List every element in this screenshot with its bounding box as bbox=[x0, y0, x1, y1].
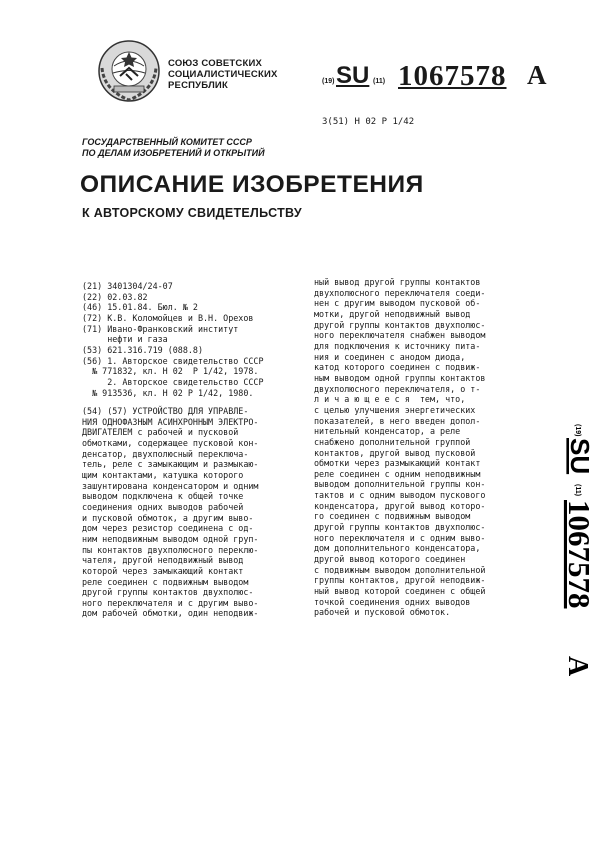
text-line: обмотками, содержащее пусковой кон- bbox=[82, 437, 259, 448]
text-line: соединения одних выводов рабочей bbox=[82, 501, 244, 512]
text-line: (54) (57) УСТРОЙСТВО ДЛЯ УПРАВЛЕ- bbox=[82, 406, 249, 416]
claims-left-column bbox=[82, 406, 258, 619]
biblio-line: (46) 15.01.84. Бюл. № 2 bbox=[82, 302, 198, 313]
text-line: другой группы контактов двухполюс- bbox=[82, 587, 254, 598]
patent-country: SU bbox=[336, 62, 370, 89]
text-line: пы контактов двухполюсного переклю- bbox=[82, 544, 259, 555]
bibliographic-data bbox=[82, 281, 264, 398]
text-line: л и ч а ю щ е е с я тем, что, bbox=[314, 394, 466, 405]
text-line: рабочей и пусковой обмоток. bbox=[314, 607, 451, 618]
text-line: с подвижным выводом дополнительной bbox=[314, 564, 486, 575]
text-line: НИЯ ОДНОФАЗНЫМ АСИНХРОННЫМ ЭЛЕКТРО- bbox=[82, 416, 259, 427]
side-number: 1067578 bbox=[562, 500, 597, 609]
org-line-1: СОЮЗ СОВЕТСКИХ bbox=[168, 58, 263, 69]
biblio-line: (72) К.В. Коломойцев и В.Н. Орехов bbox=[82, 312, 254, 323]
text-line: ным выводом одной группы контактов bbox=[314, 372, 486, 383]
text-line: ния и соединен с анодом диода, bbox=[314, 351, 466, 362]
text-line: ный вывод которой соединен с общей bbox=[314, 586, 486, 597]
side-kind: A bbox=[562, 656, 593, 677]
text-line: группы контактов, другой неподвиж- bbox=[314, 575, 486, 586]
text-line: контактов, другой вывод пусковой bbox=[314, 447, 476, 458]
patent-number-code: (11) bbox=[373, 78, 386, 85]
text-line: другой вывод которого соединен bbox=[314, 554, 466, 565]
org-line-3: РЕСПУБЛИК bbox=[168, 80, 228, 91]
biblio-line: (56) 1. Авторское свидетельство СССР bbox=[82, 355, 264, 366]
text-line: щим контактами, катушка которого bbox=[82, 469, 244, 480]
patent-number: 1067578 bbox=[398, 60, 507, 92]
text-line: двухполюсного переключателя соеди- bbox=[314, 287, 486, 298]
biblio-line: 2. Авторское свидетельство СССР bbox=[82, 376, 264, 387]
state-emblem-icon bbox=[96, 38, 162, 104]
text-line: денсатор, двухполюсный переключа- bbox=[82, 448, 249, 459]
text-line: ДВИГАТЕЛЕМ с рабочей и пусковой bbox=[82, 427, 239, 438]
text-line: выводом подключена к общей точке bbox=[82, 491, 244, 502]
text-line: и пусковой обмоток, а другим выво- bbox=[82, 512, 254, 523]
text-line: снабжено дополнительной группой bbox=[314, 436, 471, 447]
text-line: тактов и с одним выводом пускового bbox=[314, 490, 486, 501]
biblio-line: (22) 02.03.82 bbox=[82, 291, 148, 302]
text-line: выводом дополнительной группы кон- bbox=[314, 479, 486, 490]
text-line: другой группы контактов двухполюс- bbox=[314, 522, 486, 533]
text-line: ного переключателя снабжен выводом bbox=[314, 330, 486, 341]
claims-right-column bbox=[314, 277, 485, 618]
committee-line-1: ГОСУДАРСТВЕННЫЙ КОМИТЕТ СССР bbox=[82, 137, 252, 147]
patent-prefix-code: (19) bbox=[322, 78, 335, 85]
text-line: ного переключателя и с одним выво- bbox=[314, 532, 486, 543]
text-line: мотки, другой неподвижный вывод bbox=[314, 308, 471, 319]
text-line: дом рабочей обмотки, один неподвиж- bbox=[82, 608, 259, 619]
text-line: двухполюсного переключателя, о т- bbox=[314, 383, 481, 394]
side-number-code: (11) bbox=[574, 484, 581, 497]
text-line: катод которого соединен с подвиж- bbox=[314, 362, 481, 373]
text-line: реле соединен с подвижным выводом bbox=[82, 576, 249, 587]
text-line: дом через резистор соединена с од- bbox=[82, 523, 254, 534]
document-title: ОПИСАНИЕ ИЗОБРЕТЕНИЯ bbox=[80, 171, 424, 198]
text-line: реле соединен с одним неподвижным bbox=[314, 468, 481, 479]
text-line: ним неподвижным выводом одной груп- bbox=[82, 533, 259, 544]
text-line: дом дополнительного конденсатора, bbox=[314, 543, 481, 554]
text-line: показателей, в него введен допол- bbox=[314, 415, 481, 426]
text-line: нительный конденсатор, а реле bbox=[314, 426, 461, 437]
text-line: ного переключателя и с другим выво- bbox=[82, 597, 259, 608]
text-line: обмотки через размыкающий контакт bbox=[314, 458, 481, 469]
org-line-2: СОЦИАЛИСТИЧЕСКИХ bbox=[168, 69, 278, 80]
text-line: нен с другим выводом пусковой об- bbox=[314, 298, 481, 309]
side-patent-label bbox=[548, 422, 597, 677]
side-country: SU bbox=[565, 438, 595, 475]
biblio-line: (21) 3401304/24-07 bbox=[82, 281, 173, 291]
text-line: другой группы контактов двухполюс- bbox=[314, 319, 486, 330]
text-line: чателя, другой неподвижный вывод bbox=[82, 555, 244, 566]
side-prefix-code: (19) bbox=[574, 424, 581, 437]
biblio-line: № 771832, кл. Н 02 Р 1/42, 1978. bbox=[82, 366, 259, 377]
biblio-line: нефти и газа bbox=[82, 334, 168, 345]
text-line: которой через замыкающий контакт bbox=[82, 565, 244, 576]
biblio-line: № 913536, кл. Н 02 Р 1/42, 1980. bbox=[82, 387, 254, 398]
document-subtitle: К АВТОРСКОМУ СВИДЕТЕЛЬСТВУ bbox=[82, 206, 302, 220]
text-line: ный вывод другой группы контактов bbox=[314, 277, 481, 287]
biblio-line: (71) Ивано-Франковский институт bbox=[82, 323, 239, 334]
text-line: го соединен с подвижным выводом bbox=[314, 511, 471, 522]
biblio-line: (53) 621.316.719 (088.8) bbox=[82, 344, 204, 355]
committee-line-2: ПО ДЕЛАМ ИЗОБРЕТЕНИЙ И ОТКРЫТИЙ bbox=[82, 148, 265, 158]
text-line: зашунтирована конденсатором и одним bbox=[82, 480, 259, 491]
text-line: тель, реле с замыкающим и размыкаю- bbox=[82, 459, 259, 470]
text-line: конденсатора, другой вывод которо- bbox=[314, 500, 486, 511]
text-line: с целью улучшения энергетических bbox=[314, 404, 476, 415]
text-line: точкой соединения одних выводов bbox=[314, 596, 471, 607]
ipc-classification: 3(51) Н 02 Р 1/42 bbox=[322, 117, 415, 127]
text-line: для подключения к источнику пита- bbox=[314, 340, 481, 351]
patent-kind: A bbox=[527, 60, 547, 90]
